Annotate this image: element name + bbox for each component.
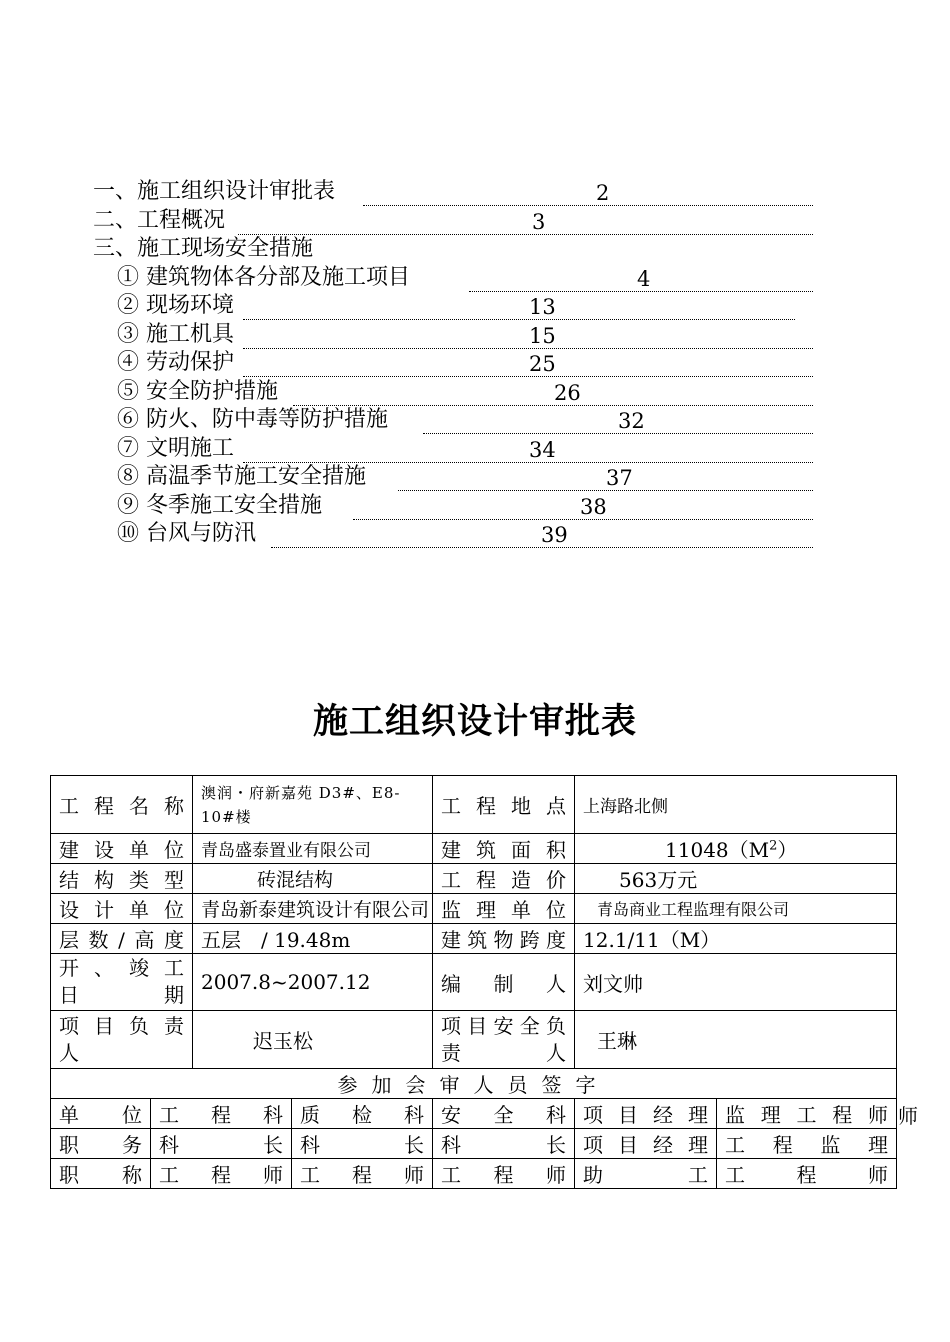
toc-page: 2 <box>596 181 610 205</box>
structure-value: 砖混结构 <box>193 864 433 894</box>
span-value: 12.1/11（M） <box>575 924 897 954</box>
toc-item[interactable] <box>93 406 813 435</box>
toc-label: 一、施工组织设计审批表 <box>93 179 336 204</box>
toc-item[interactable] <box>93 378 813 407</box>
sig-cell: 工程师 <box>433 1159 575 1189</box>
toc-page: 38 <box>580 494 607 519</box>
dates-label-line2: 日 期 <box>59 983 184 1007</box>
sig-cell: 科长 <box>433 1129 575 1159</box>
project-name-label: 工程名称 <box>51 776 193 834</box>
toc-label: ⑤ 安全防护措施 <box>117 378 278 404</box>
sig-cell: 项目经理 <box>575 1129 717 1159</box>
builder-label: 建设单位 <box>51 834 193 864</box>
toc-item[interactable] <box>93 492 813 521</box>
signature-header: 参加会审人员签字 <box>51 1069 897 1099</box>
area-value <box>575 834 897 864</box>
approval-table <box>50 775 897 1189</box>
toc-page: 39 <box>541 523 568 547</box>
area-value-close: ） <box>777 838 798 862</box>
toc-item[interactable] <box>93 207 813 236</box>
compiler-value: 刘文帅 <box>575 954 897 1011</box>
floors-label: 层数/高度 <box>51 924 193 954</box>
toc-page: 4 <box>637 266 651 291</box>
toc-page: 3 <box>532 209 546 234</box>
safety-label-line1: 项目安全负 <box>441 1013 567 1038</box>
area-label: 建筑面积 <box>433 834 575 864</box>
project-name-value: 澳润・府新嘉苑 D3#、E8-10#楼 <box>193 776 433 834</box>
toc-label: 二、工程概况 <box>93 207 226 233</box>
toc-label: ⑩ 台风与防汛 <box>117 521 256 546</box>
toc-page: 25 <box>529 352 556 376</box>
signature-row <box>51 1129 897 1159</box>
overflow-char: 师 <box>898 1104 918 1128</box>
toc-item[interactable] <box>93 349 813 378</box>
sig-cell: 助工 <box>575 1159 717 1189</box>
signature-row <box>51 1099 897 1129</box>
sig-cell: 监理工程师 <box>717 1099 897 1129</box>
cost-label: 工程造价 <box>433 864 575 894</box>
toc-item[interactable] <box>93 520 813 549</box>
sig-cell: 工程师 <box>292 1159 433 1189</box>
dates-label-line1: 开、竣工 <box>59 956 184 980</box>
toc-label: 三、施工现场安全措施 <box>93 236 314 261</box>
compiler-label: 编 制 人 <box>433 954 575 1011</box>
sig-cell: 工程科 <box>151 1099 292 1129</box>
toc-item[interactable] <box>93 292 813 321</box>
designer-label: 设计单位 <box>51 894 193 924</box>
sig-cell: 职务 <box>51 1129 151 1159</box>
toc-page: 15 <box>529 323 556 348</box>
toc-label: ⑥ 防火、防中毒等防护措施 <box>117 407 388 432</box>
toc-item[interactable] <box>93 235 813 264</box>
sig-cell: 工程师 <box>151 1159 292 1189</box>
toc-label: ⑦ 文明施工 <box>117 435 234 461</box>
toc-page: 32 <box>618 409 645 433</box>
sig-cell: 工程师 <box>717 1159 897 1189</box>
sig-cell: 工程监理 <box>717 1129 897 1159</box>
sig-cell: 职称 <box>51 1159 151 1189</box>
toc-item[interactable] <box>93 435 813 464</box>
page-title: 施工组织设计审批表 <box>312 702 637 742</box>
sig-cell: 科长 <box>292 1129 433 1159</box>
safety-label-line2: 责 人 <box>441 1040 567 1065</box>
toc-page: 34 <box>529 437 556 462</box>
dates-label <box>51 954 193 1011</box>
supervisor-value: 青岛商业工程监理有限公司 <box>575 894 897 924</box>
safety-value: 王琳 <box>575 1011 897 1069</box>
toc-item[interactable] <box>93 463 813 492</box>
location-label: 工程地点 <box>433 776 575 834</box>
cost-value: 563万元 <box>575 864 897 894</box>
toc-item[interactable] <box>93 264 813 293</box>
location-value: 上海路北侧 <box>575 776 897 834</box>
toc-item[interactable] <box>93 178 813 207</box>
sig-cell: 安全科 <box>433 1099 575 1129</box>
pm-label <box>51 1011 193 1069</box>
area-value-number: 11048（M <box>665 838 770 862</box>
pm-value: 迟玉松 <box>193 1011 433 1069</box>
span-label: 建筑物跨度 <box>433 924 575 954</box>
dates-value: 2007.8~2007.12 <box>193 954 433 1011</box>
pm-label-line1: 项目负责 <box>59 1013 184 1038</box>
sig-cell: 项目经理 <box>575 1099 717 1129</box>
sig-cell: 科长 <box>151 1129 292 1159</box>
structure-label: 结构类型 <box>51 864 193 894</box>
toc-label: ③ 施工机具 <box>117 321 234 347</box>
toc-label: ① 建筑物体各分部及施工项目 <box>117 264 410 290</box>
toc-item[interactable] <box>93 321 813 350</box>
area-unit-superscript: 2 <box>769 838 778 854</box>
sig-cell: 质检科 <box>292 1099 433 1129</box>
toc-label: ② 现场环境 <box>117 293 234 318</box>
supervisor-label: 监理单位 <box>433 894 575 924</box>
designer-value: 青岛新泰建筑设计有限公司 <box>193 894 433 924</box>
floors-value: 五层 / 19.48m <box>193 924 433 954</box>
builder-value: 青岛盛泰置业有限公司 <box>193 834 433 864</box>
toc-label: ⑧ 高温季节施工安全措施 <box>117 464 366 489</box>
sig-cell: 单 位 <box>51 1099 151 1129</box>
toc-page: 37 <box>606 466 633 490</box>
signature-row <box>51 1159 897 1189</box>
table-of-contents <box>93 178 813 549</box>
toc-page: 26 <box>554 380 581 405</box>
pm-label-line2: 人 <box>59 1040 79 1065</box>
toc-page: 13 <box>529 295 556 319</box>
toc-label: ⑨ 冬季施工安全措施 <box>117 492 322 518</box>
safety-label <box>433 1011 575 1069</box>
toc-label: ④ 劳动保护 <box>117 350 234 375</box>
